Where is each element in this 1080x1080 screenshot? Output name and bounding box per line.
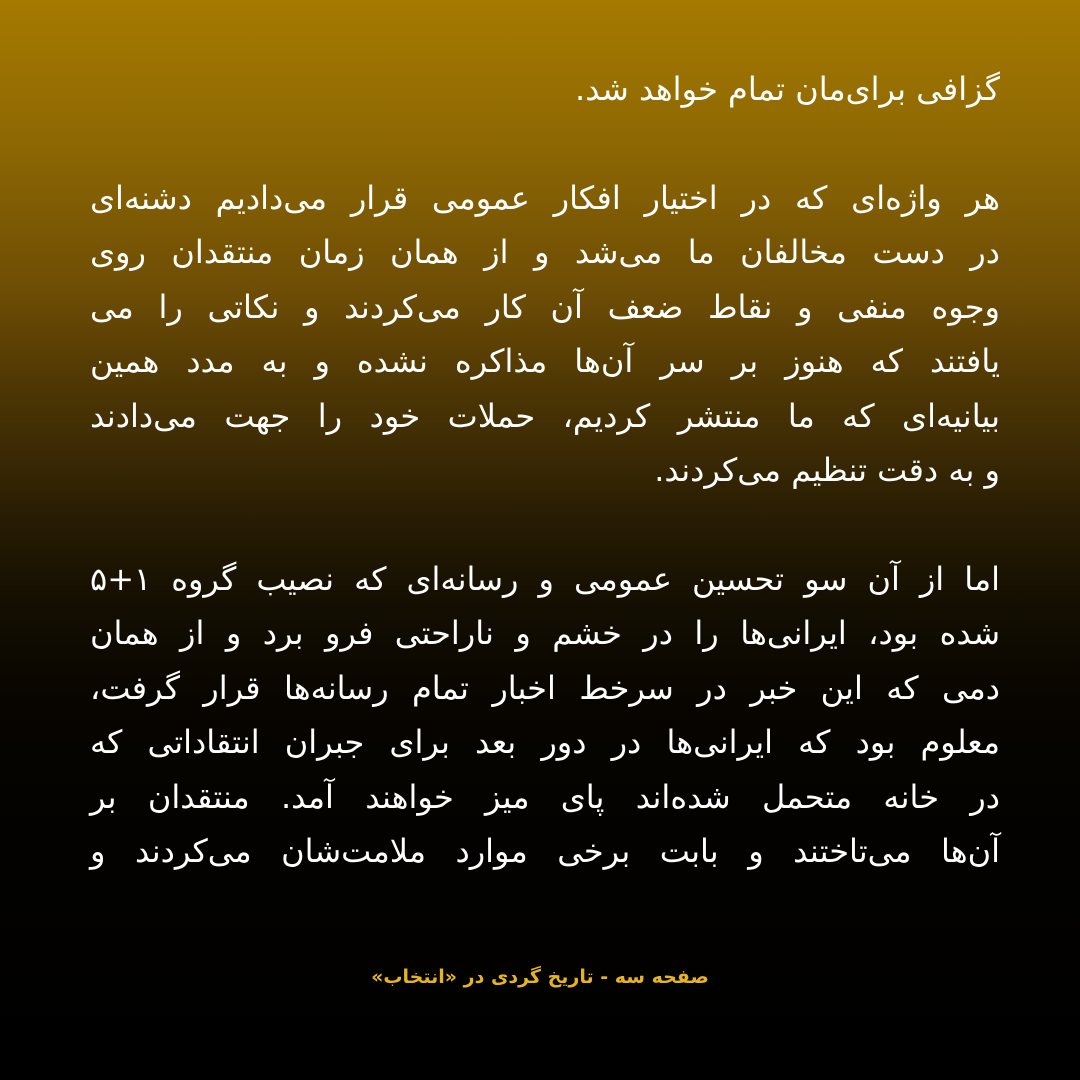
text-line: وجوه منفی و نقاط ضعف آن کار می‌کردند و نکاتی را می xyxy=(90,287,1000,326)
text-line: در خانه متحمل شده‌اند پای میز خواهند آمد. منتقدان بر xyxy=(90,777,1000,816)
article-body xyxy=(90,62,1000,879)
paragraph-1 xyxy=(90,62,1000,117)
paragraph-spacer xyxy=(90,498,1000,552)
text-line: یافتند که هنوز بر سر آن‌ها مذاکره نشده و به مدد همین xyxy=(90,342,1000,380)
text-line: هر واژه‌ای که در اختیار افکار عمومی قرار می‌دادیم دشنه‌ای xyxy=(90,178,1000,217)
text-line: آن‌ها می‌تاختند و بابت برخی موارد ملامت‌شان می‌کردند و xyxy=(90,832,1000,870)
paragraph-spacer xyxy=(90,117,1000,171)
text-line: دمی که این خبر در سرخط اخبار تمام رسانه‌ها قرار گرفت، xyxy=(90,668,1000,707)
paragraph-3 xyxy=(90,552,1000,879)
text-line: در دست مخالفان ما می‌شد و از همان زمان منتقدان روی xyxy=(90,233,1000,271)
text-line: گزافی برای‌مان تمام خواهد شد. xyxy=(575,70,1000,108)
text-line: اما از آن سو تحسین عمومی و رسانه‌ای که نصیب گروه ۱+۵ xyxy=(90,559,1000,598)
text-line: شده بود، ایرانی‌ها را در خشم و ناراحتی فرو برد و از همان xyxy=(90,614,1000,652)
page-caption: صفحه سه - تاریخ گردی در «انتخاب» xyxy=(371,966,709,988)
text-line: بیانیه‌ای که ما منتشر کردیم، حملات خود را جهت می‌دادند xyxy=(90,396,1000,435)
paragraph-2 xyxy=(90,171,1000,498)
text-line: معلوم بود که ایرانی‌ها در دور بعد برای جبران انتقاداتی که xyxy=(90,723,1000,761)
text-line: و به دقت تنظیم می‌کردند. xyxy=(654,451,1000,489)
